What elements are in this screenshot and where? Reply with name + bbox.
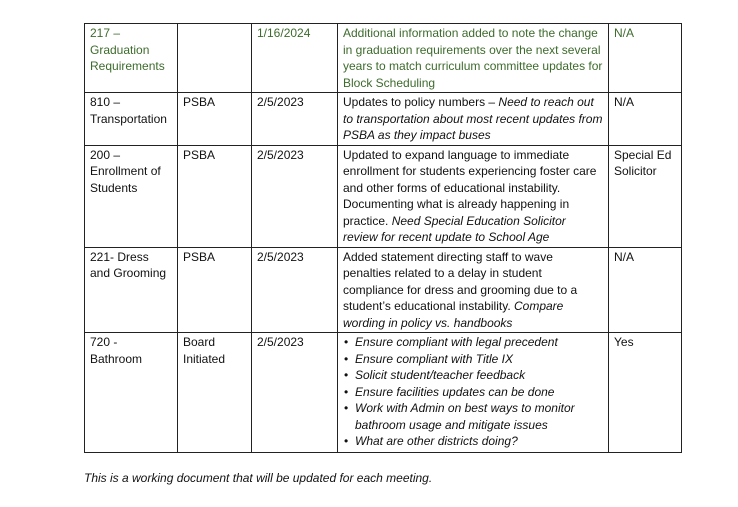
date-cell: 2/5/2023 xyxy=(252,93,338,146)
notes-italic-text: Compare wording in policy vs. handbooks xyxy=(343,299,564,330)
notes-cell xyxy=(338,247,609,333)
list-item: • Solicit student/teacher feedback xyxy=(355,367,603,384)
date-cell: 1/16/2024 xyxy=(252,24,338,93)
date-cell: 2/5/2023 xyxy=(252,333,338,453)
policy-cell: 810 – Transportation xyxy=(85,93,178,146)
date-cell: 2/5/2023 xyxy=(252,247,338,333)
list-item: • Ensure facilities updates can be done xyxy=(355,384,603,401)
list-item: • What are other districts doing? xyxy=(355,433,603,450)
list-item: • Ensure compliant with legal precedent xyxy=(355,334,603,351)
notes-italic-text: Need to reach out to transportation about most recent updates from PSBA as they impact buses xyxy=(343,95,603,142)
notes-cell xyxy=(338,333,609,453)
table-row xyxy=(85,24,682,93)
policy-cell: 720 - Bathroom xyxy=(85,333,178,453)
list-item: • Ensure compliant with Title IX xyxy=(355,351,603,368)
notes-text: Added statement directing staff to wave penalties related to a delay in student compliance for dress and grooming due to a student’s educational instability. xyxy=(343,249,578,313)
action-items-list xyxy=(343,334,603,450)
notes-text: Updates to policy numbers – xyxy=(343,95,499,109)
list-item: • Work with Admin on best ways to monitor bathroom usage and mitigate issues xyxy=(355,400,603,433)
review-cell: Special Ed Solicitor xyxy=(609,145,682,247)
review-cell: Yes xyxy=(609,333,682,453)
table-row xyxy=(85,247,682,333)
source-cell: PSBA xyxy=(178,247,252,333)
source-cell: PSBA xyxy=(178,93,252,146)
table-row xyxy=(85,93,682,146)
notes-cell xyxy=(338,24,609,93)
table-row xyxy=(85,333,682,453)
notes-text: Updated to expand language to immediate enrollment for students experiencing foster care and other forms of educational instability. Documenting what is already happening in practice. xyxy=(343,147,597,228)
footer-note: This is a working document that will be updated for each meeting. xyxy=(84,471,433,485)
policy-cell: 221- Dress and Grooming xyxy=(85,247,178,333)
policy-cell: 200 – Enrollment of Students xyxy=(85,145,178,247)
source-cell: PSBA xyxy=(178,145,252,247)
review-cell: N/A xyxy=(609,247,682,333)
notes-cell xyxy=(338,93,609,146)
review-cell: N/A xyxy=(609,93,682,146)
notes-cell xyxy=(338,145,609,247)
source-cell: Board Initiated xyxy=(178,333,252,453)
notes-italic-text: Need Special Education Solicitor review for recent update to School Age xyxy=(343,213,566,244)
table-row xyxy=(85,145,682,247)
review-cell: N/A xyxy=(609,24,682,93)
policy-review-table xyxy=(84,23,682,453)
source-cell xyxy=(178,24,252,93)
policy-cell: 217 – Graduation Requirements xyxy=(85,24,178,93)
date-cell: 2/5/2023 xyxy=(252,145,338,247)
notes-text: Additional information added to note the change in graduation requirements over the next several years to match curriculum committee updates for Block Scheduling xyxy=(343,26,603,90)
